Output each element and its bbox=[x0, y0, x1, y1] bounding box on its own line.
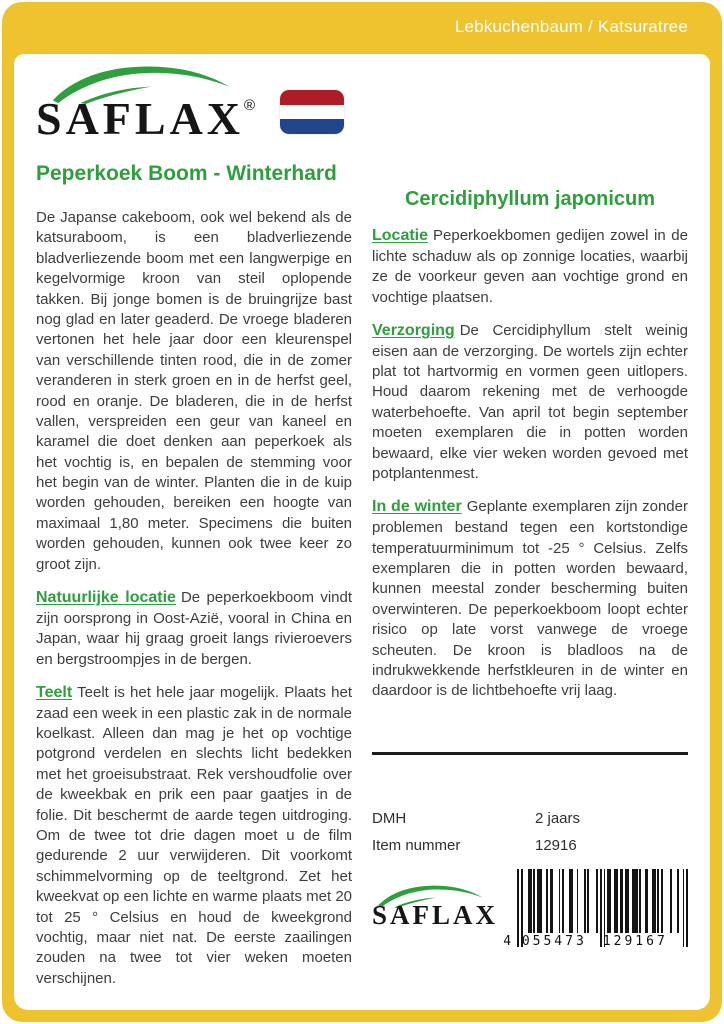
section-title-locatie: Locatie bbox=[372, 227, 429, 244]
barcode-digits bbox=[503, 935, 688, 949]
saflax-logo bbox=[36, 60, 266, 142]
section-natuurlijke-locatie bbox=[36, 587, 352, 670]
divider-line bbox=[372, 752, 688, 755]
section-text-verzorging: De Cercidiphyllum stelt weinig eisen aan de verzorging. De wortels zijn echter plat tot hartvormig en vormen geen uitlopers. Houd daarom rekening met de verhoogde waterbehoefte. Van april tot begin september moeten exemplaren die in potten worden bewaard, elke vier weken worden gevoed met potplantenmest. bbox=[372, 321, 688, 483]
barcode-group1: 055473 bbox=[521, 933, 587, 949]
saflax-logo-small bbox=[372, 883, 499, 930]
section-title-natuurlijke-locatie: Natuurlijke locatie bbox=[36, 589, 176, 607]
brand-name-text: SAFLAX bbox=[36, 93, 245, 144]
footer-brand-name: SAFLAX bbox=[372, 899, 499, 930]
barcode-first-digit: 4 bbox=[503, 933, 512, 949]
netherlands-flag-icon bbox=[280, 90, 344, 134]
top-language-label: Lebkuchenbaum / Katsuratree bbox=[454, 17, 688, 36]
section-text-teelt: Teelt is het hele jaar mogelijk. Plaats het zaad een week in een plastic zak in de normale koelkast. Alleen dan mag je het op vochtige potgrond verdelen en slechts licht bedekken met het groeisubstraat. Rek vershoudfolie over de kweekbak en prik een paar gaatjes in de folie. Dit beschermt de aarde tegen uitdroging. Om de twee tot drie dagen moet u de film gedurende 2 uur verwijderen. Dit voorkomt schimmelvorming op de teeltgrond. Zet het kweekvat op een lichte en warme plaats met 20 tot 25 ° Celsius en houd de kweekgrond vochtig, maar niet nat. De eerste zaailingen zouden na twee tot vier weken moeten verschijnen. bbox=[36, 683, 353, 987]
info-row-item-number bbox=[372, 832, 688, 859]
section-text-locatie: Peperkoekbomen gedijen zowel in de lichte schaduw als op zonnige locaties, waarbij ze de voorkeur geven aan vochtige grond en vochtige plaatsen. bbox=[372, 227, 688, 306]
section-title-verzorging: Verzorging bbox=[372, 321, 455, 339]
content-columns bbox=[36, 156, 688, 1001]
barcode bbox=[503, 869, 688, 947]
right-column bbox=[372, 156, 688, 1001]
registered-mark: ® bbox=[244, 97, 256, 114]
flag-white-stripe bbox=[280, 105, 344, 119]
info-label-dmh: DMH bbox=[372, 809, 407, 827]
flag-red-stripe bbox=[280, 90, 344, 105]
left-column bbox=[36, 156, 352, 1001]
section-text-in-de-winter: Geplante exemplaren zijn zonder problemen bestand tegen een kortstondige temperatuurminimum tot -25 ° Celsius. Zelfs exemplaren die in potten worden bewaard, kunnen meestal zonder bescherming buiten overwinteren. De peperkoekboom loopt echter risico op late vorst vanwege de vroege scheuten. De kroon is bladloos na de indrukwekkende herfstkleuren in de winter en daardoor is de lichtbehoefte vrij laag. bbox=[372, 498, 688, 700]
flag-blue-stripe bbox=[280, 119, 344, 134]
section-in-de-winter bbox=[372, 496, 688, 701]
footer bbox=[372, 867, 688, 947]
label-card bbox=[14, 54, 710, 1010]
info-label-item-number: Item nummer bbox=[372, 836, 461, 854]
info-row-dmh bbox=[372, 805, 688, 832]
barcode-group2: 129167 bbox=[602, 933, 668, 949]
brand-header bbox=[36, 60, 688, 142]
section-teelt bbox=[36, 682, 352, 989]
info-table bbox=[372, 805, 688, 859]
intro-paragraph: De Japanse cakeboom, ook wel bekend als de katsuraboom, is een bladverliezende bladverliezende boom met een langwerpige en kegelvormige kroon van steil oplopende takken. Bij jonge bomen is de bruingrijze bast nog glad en later geaderd. De vroege bladeren vertonen het hele jaar door een kleurenspel van verschillende tinten rood, die in de zomer veranderen in sterk groen en in de herfst geel, rood en oranje. De bladeren, die in de herfst vallen, verspreiden een geur van kaneel en karamel die doet denken aan peperkoek als het vochtig is, en bepalen de stemming voor het begin van de winter. Planten die in de kuip worden gehouden, bereiken een hoogte van maximaal 1,80 meter. Specimens die buiten worden gehouden, kunnen ook twee keer zo groot zijn. bbox=[36, 209, 352, 573]
info-value-item-number: 12916 bbox=[535, 836, 577, 854]
info-value-dmh: 2 jaars bbox=[535, 809, 581, 827]
section-title-teelt: Teelt bbox=[36, 683, 73, 701]
product-title: Peperkoek Boom - Winterhard bbox=[36, 162, 337, 185]
section-verzorging bbox=[372, 320, 688, 484]
brand-name bbox=[36, 93, 266, 144]
section-title-in-de-winter: In de winter bbox=[372, 498, 462, 516]
section-locatie bbox=[372, 225, 688, 308]
botanical-name: Cercidiphyllum japonicum bbox=[404, 188, 656, 210]
section-text-natuurlijke-locatie: De peperkoekboom vindt zijn oorsprong in Oost-Azië, vooral in China en Japan, waar hij graag groeit langs rivieroevers en bergstroompjes in de bergen. bbox=[36, 589, 353, 668]
